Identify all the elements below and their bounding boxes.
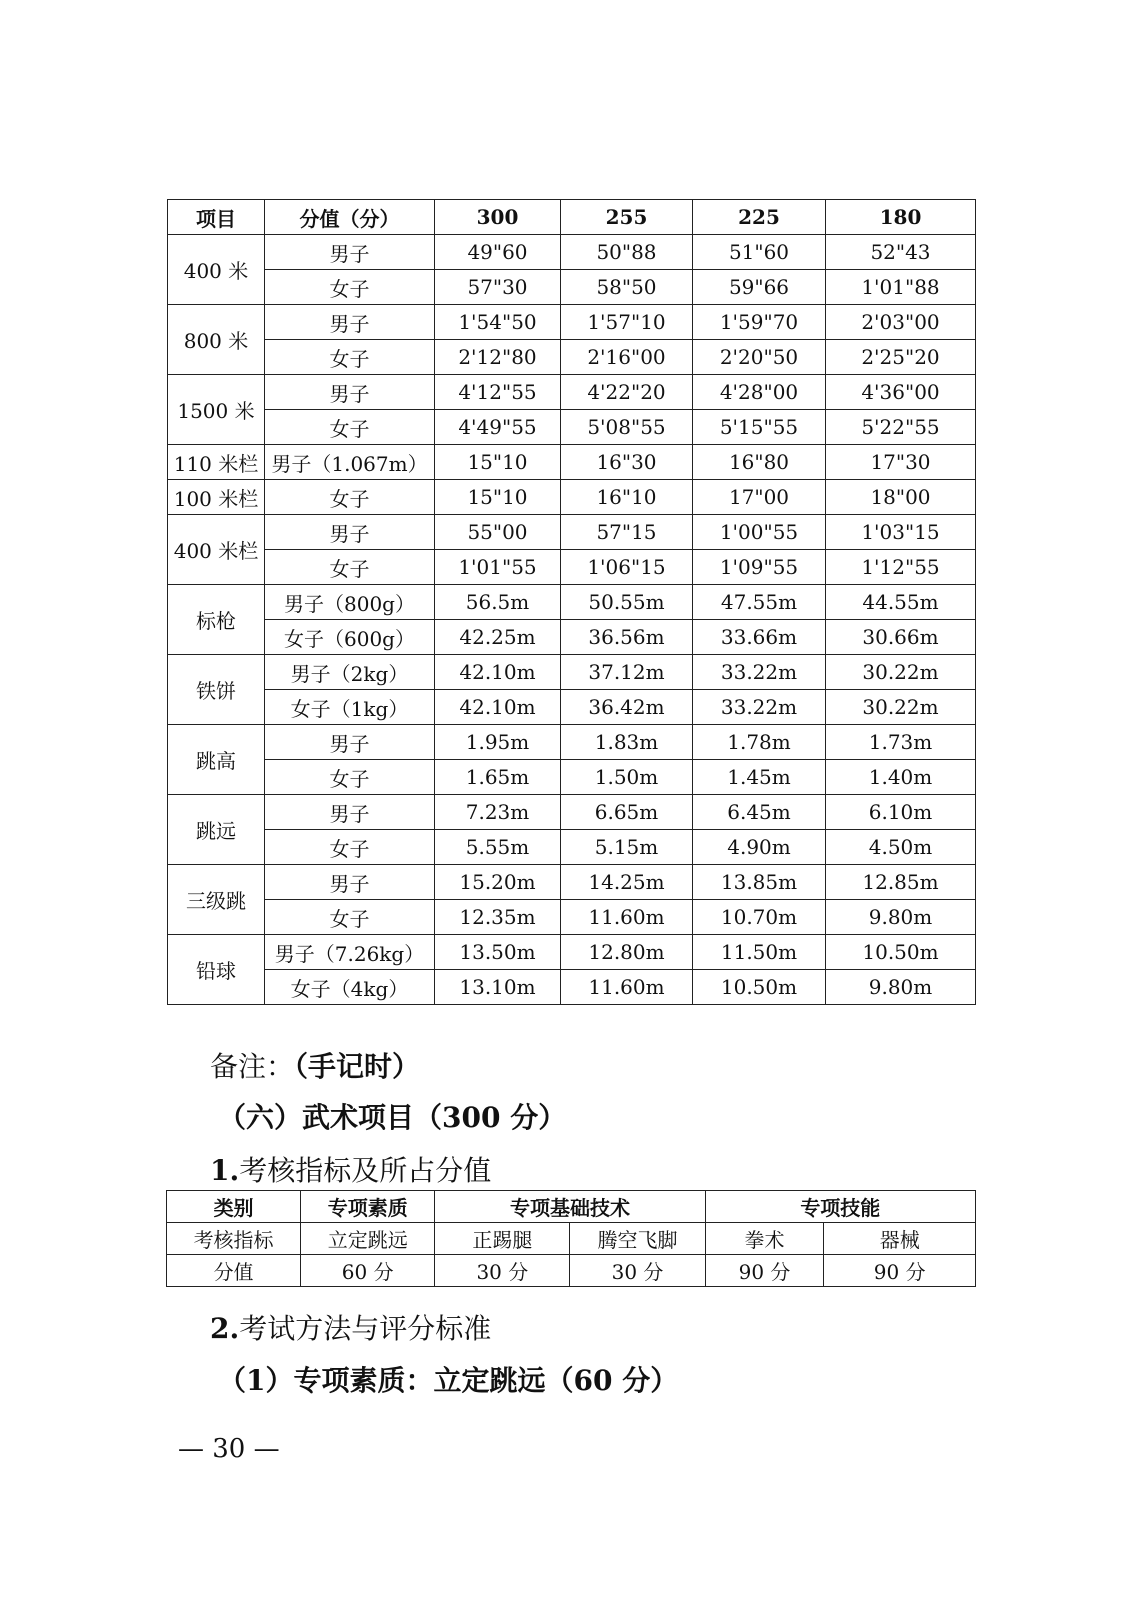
gender-cell: 男子 [265,515,435,550]
table-cell: 拳术 [705,1223,824,1255]
table-row [168,410,976,445]
gender-cell: 女子（600g） [265,620,435,655]
score-cell: 1.95m [435,725,561,760]
note-label: 备注： [210,1050,295,1083]
gender-cell: 男子 [265,795,435,830]
gender-cell: 女子 [265,480,435,515]
gender-cell: 男子 [265,305,435,340]
score-cell: 13.50m [435,935,561,970]
gender-cell: 男子 [265,725,435,760]
header-score: 225 [693,200,826,235]
gender-cell: 女子 [265,550,435,585]
score-cell: 14.25m [561,865,693,900]
table-row [168,375,976,410]
score-cell: 7.23m [435,795,561,830]
table-row [168,900,976,935]
score-cell: 4'22"20 [561,375,693,410]
table-row [168,480,976,515]
gender-cell: 男子 [265,375,435,410]
score-cell: 10.50m [693,970,826,1005]
page-number: — 30 — [178,1434,280,1464]
gender-cell: 女子 [265,270,435,305]
table-header-row [168,200,976,235]
score-cell: 9.80m [826,970,976,1005]
header-skill: 专项技能 [705,1191,975,1223]
event-name: 800 米 [168,305,265,375]
score-cell: 4'12"55 [435,375,561,410]
event-name: 三级跳 [168,865,265,935]
table-cell: 90 分 [705,1255,824,1287]
table-row [168,270,976,305]
score-cell: 16"30 [561,445,693,480]
score-cell: 2'03"00 [826,305,976,340]
score-cell: 1.83m [561,725,693,760]
score-cell: 1.73m [826,725,976,760]
score-cell: 37.12m [561,655,693,690]
score-cell: 6.45m [693,795,826,830]
note-value: （手记时） [294,1050,421,1083]
table-row [168,935,976,970]
score-cell: 2'20"50 [693,340,826,375]
score-cell: 10.50m [826,935,976,970]
score-cell: 10.70m [693,900,826,935]
table-row [168,760,976,795]
score-cell: 50.55m [561,585,693,620]
score-cell: 42.10m [435,690,561,725]
item-heading [210,1149,491,1189]
score-cell: 12.85m [826,865,976,900]
event-name: 标枪 [168,585,265,655]
header-basic-technique: 专项基础技术 [435,1191,705,1223]
item-number: 1. [210,1154,240,1187]
table-cell: 器械 [824,1223,976,1255]
score-cell: 1'01"88 [826,270,976,305]
table-cell: 30 分 [435,1255,570,1287]
score-cell: 5.55m [435,830,561,865]
score-cell: 1'57"10 [561,305,693,340]
score-cell: 2'25"20 [826,340,976,375]
score-cell: 47.55m [693,585,826,620]
gender-cell: 女子 [265,340,435,375]
table-row [168,725,976,760]
track-field-score-table [167,199,976,1005]
table-cell: 30 分 [570,1255,705,1287]
table-cell: 正踢腿 [435,1223,570,1255]
score-cell: 5.15m [561,830,693,865]
score-cell: 1'06"15 [561,550,693,585]
row-label: 考核指标 [167,1223,301,1255]
gender-cell: 男子（800g） [265,585,435,620]
item-number: 2. [210,1312,240,1345]
header-score: 180 [826,200,976,235]
score-cell: 55"00 [435,515,561,550]
score-cell: 59"66 [693,270,826,305]
table-row [168,235,976,270]
score-cell: 52"43 [826,235,976,270]
table-row [168,690,976,725]
table-row [168,445,976,480]
gender-cell: 男子（1.067m） [265,445,435,480]
score-cell: 4'28"00 [693,375,826,410]
score-cell: 1.45m [693,760,826,795]
table-row [168,620,976,655]
score-cell: 30.22m [826,690,976,725]
table-cell: 60 分 [301,1255,435,1287]
score-cell: 5'08"55 [561,410,693,445]
table-row [168,795,976,830]
score-cell: 2'12"80 [435,340,561,375]
score-cell: 16"10 [561,480,693,515]
score-cell: 50"88 [561,235,693,270]
score-cell: 1'00"55 [693,515,826,550]
score-cell: 13.10m [435,970,561,1005]
header-score-label: 分值（分） [265,200,435,235]
score-cell: 1.65m [435,760,561,795]
score-cell: 15"10 [435,445,561,480]
header-category: 类别 [167,1191,301,1223]
score-cell: 44.55m [826,585,976,620]
event-name: 铅球 [168,935,265,1005]
score-cell: 4'49"55 [435,410,561,445]
table-row [168,305,976,340]
score-cell: 42.25m [435,620,561,655]
table-row [168,340,976,375]
gender-cell: 男子 [265,235,435,270]
subitem-heading: （1）专项素质：立定跳远（60 分） [218,1364,679,1397]
score-cell: 1.50m [561,760,693,795]
score-cell: 9.80m [826,900,976,935]
gender-cell: 女子（1kg） [265,690,435,725]
score-cell: 1'54"50 [435,305,561,340]
item-title: 考核指标及所占分值 [239,1154,492,1187]
event-name: 400 米 [168,235,265,305]
wushu-score-table [166,1190,976,1287]
event-name: 跳远 [168,795,265,865]
event-name: 400 米栏 [168,515,265,585]
score-cell: 5'15"55 [693,410,826,445]
header-score: 300 [435,200,561,235]
header-quality: 专项素质 [301,1191,435,1223]
header-project: 项目 [168,200,265,235]
table-cell: 腾空飞脚 [570,1223,705,1255]
table-row [168,585,976,620]
score-cell: 1'59"70 [693,305,826,340]
score-cell: 1.78m [693,725,826,760]
score-cell: 56.5m [435,585,561,620]
table-row [167,1223,976,1255]
table-row [168,865,976,900]
score-cell: 49"60 [435,235,561,270]
score-cell: 17"00 [693,480,826,515]
score-cell: 30.66m [826,620,976,655]
score-cell: 30.22m [826,655,976,690]
table-body [168,235,976,1005]
event-name: 跳高 [168,725,265,795]
score-cell: 6.10m [826,795,976,830]
table-row [168,550,976,585]
gender-cell: 女子 [265,900,435,935]
score-cell: 11.60m [561,900,693,935]
score-cell: 58"50 [561,270,693,305]
event-name: 1500 米 [168,375,265,445]
score-cell: 36.42m [561,690,693,725]
score-cell: 1'03"15 [826,515,976,550]
score-cell: 57"15 [561,515,693,550]
gender-cell: 女子 [265,410,435,445]
header-score: 255 [561,200,693,235]
score-cell: 11.50m [693,935,826,970]
score-cell: 51"60 [693,235,826,270]
gender-cell: 男子 [265,865,435,900]
event-name: 铁饼 [168,655,265,725]
table-header-row [167,1191,976,1223]
score-cell: 4.50m [826,830,976,865]
score-cell: 13.85m [693,865,826,900]
score-cell: 33.66m [693,620,826,655]
score-cell: 33.22m [693,690,826,725]
score-cell: 1'01"55 [435,550,561,585]
score-cell: 4'36"00 [826,375,976,410]
score-cell: 2'16"00 [561,340,693,375]
score-cell: 1'12"55 [826,550,976,585]
score-cell: 15"10 [435,480,561,515]
score-cell: 33.22m [693,655,826,690]
score-cell: 11.60m [561,970,693,1005]
table-cell: 90 分 [824,1255,976,1287]
row-label: 分值 [167,1255,301,1287]
table-row [168,655,976,690]
score-cell: 6.65m [561,795,693,830]
score-cell: 57"30 [435,270,561,305]
score-cell: 36.56m [561,620,693,655]
gender-cell: 女子 [265,760,435,795]
section-heading-wushu: （六）武术项目（300 分） [218,1101,567,1134]
event-name: 100 米栏 [168,480,265,515]
score-cell: 1'09"55 [693,550,826,585]
score-cell: 15.20m [435,865,561,900]
score-cell: 12.35m [435,900,561,935]
score-cell: 17"30 [826,445,976,480]
score-cell: 4.90m [693,830,826,865]
table-row [168,830,976,865]
score-cell: 42.10m [435,655,561,690]
gender-cell: 男子（7.26kg） [265,935,435,970]
score-cell: 16"80 [693,445,826,480]
table-row [168,970,976,1005]
score-cell: 1.40m [826,760,976,795]
score-cell: 18"00 [826,480,976,515]
gender-cell: 男子（2kg） [265,655,435,690]
item-heading [210,1307,491,1347]
table-row [168,515,976,550]
item-title: 考试方法与评分标准 [239,1312,492,1345]
table-cell: 立定跳远 [301,1223,435,1255]
gender-cell: 女子（4kg） [265,970,435,1005]
event-name: 110 米栏 [168,445,265,480]
score-cell: 12.80m [561,935,693,970]
score-cell: 5'22"55 [826,410,976,445]
gender-cell: 女子 [265,830,435,865]
table-row [167,1255,976,1287]
note [210,1045,420,1085]
